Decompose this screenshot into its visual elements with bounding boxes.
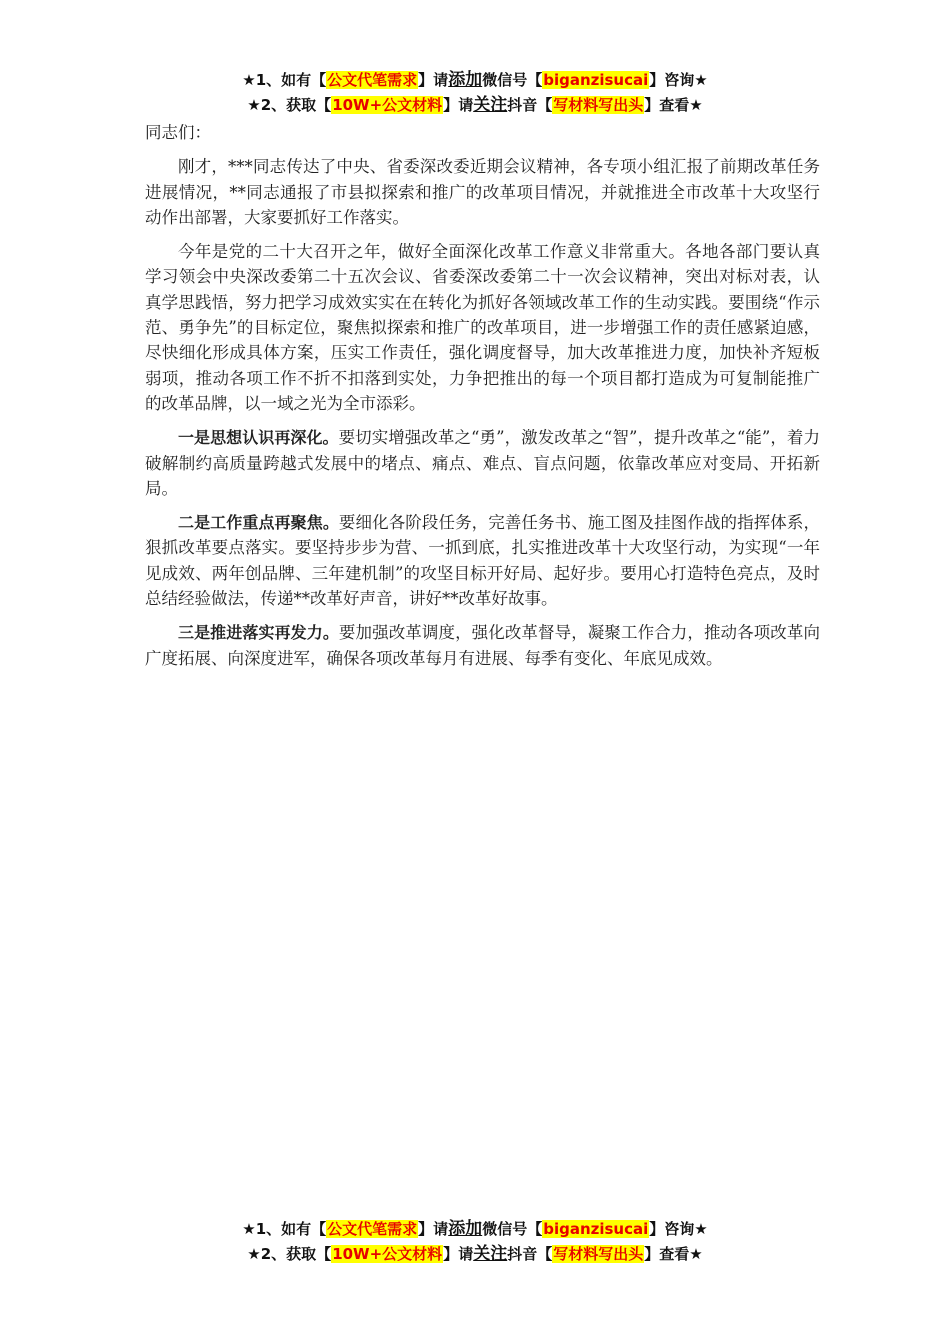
highlight-text: 10W+公文材料 bbox=[332, 1245, 443, 1263]
star-icon: ★ bbox=[694, 71, 708, 89]
highlight-text: 公文代笔需求 bbox=[327, 71, 418, 89]
star-icon: ★ bbox=[689, 96, 703, 114]
document-body bbox=[145, 120, 820, 680]
star-icon: ★ bbox=[694, 1220, 708, 1238]
star-icon: ★ bbox=[242, 1220, 256, 1238]
banner-line-1: ★1、如有【公文代笔需求】请添加微信号【biganzisucai】咨询★ bbox=[242, 70, 708, 90]
douyin-account: 写材料写出头 bbox=[553, 1245, 644, 1263]
paragraph-4: 二是工作重点再聚焦。要细化各阶段任务，完善任务书、施工图及挂图作战的指挥体系，狠抓改革要点落实。要坚持步步为营、一抓到底，扎实推进改革十大攻坚行动，为实现“一年见成效、两年创品牌、三年建机制”的攻坚目标开好局、起好步。要用心打造特色亮点，及时总结经验做法，传递**改革好声音，讲好**改革好故事。 bbox=[145, 513, 820, 609]
emphasis-text: 添加 bbox=[448, 1219, 483, 1239]
paragraph-lead: 三是推进落实再发力。 bbox=[178, 623, 339, 643]
emphasis-text: 关注 bbox=[473, 1244, 508, 1264]
star-icon: ★ bbox=[247, 1245, 261, 1263]
salutation: 同志们： bbox=[145, 123, 211, 142]
star-icon: ★ bbox=[247, 96, 261, 114]
douyin-account: 写材料写出头 bbox=[553, 96, 644, 114]
banner-line-2: ★2、获取【10W+公文材料】请关注抖音【写材料写出头】查看★ bbox=[247, 1244, 703, 1264]
header-banner bbox=[0, 68, 950, 118]
emphasis-text: 添加 bbox=[448, 70, 483, 90]
star-icon: ★ bbox=[689, 1245, 703, 1263]
highlight-text: 公文代笔需求 bbox=[327, 1220, 418, 1238]
paragraph-5: 三是推进落实再发力。要加强改革调度，强化改革督导，凝聚工作合力，推动各项改革向广度拓展、向深度进军，确保各项改革每月有进展、每季有变化、年底见成效。 bbox=[145, 623, 820, 668]
banner-line-2: ★2、获取【10W+公文材料】请关注抖音【写材料写出头】查看★ bbox=[247, 95, 703, 115]
paragraph-1: 刚才，***同志传达了中央、省委深改委近期会议精神，各专项小组汇报了前期改革任务进展情况，**同志通报了市县拟探索和推广的改革项目情况，并就推进全市改革十大攻坚行动作出部署，大家要抓好工作落实。 bbox=[145, 157, 820, 227]
paragraph-3: 一是思想认识再深化。要切实增强改革之“勇”，激发改革之“智”，提升改革之“能”，着力破解制约高质量跨越式发展中的堵点、痛点、难点、盲点问题，依靠改革应对变局、开拓新局。 bbox=[145, 428, 820, 498]
paragraph-lead: 一是思想认识再深化。 bbox=[178, 428, 339, 448]
paragraph-lead: 二是工作重点再聚焦。 bbox=[178, 513, 339, 533]
highlight-text: 10W+公文材料 bbox=[332, 96, 443, 114]
banner-line-1: ★1、如有【公文代笔需求】请添加微信号【biganzisucai】咨询★ bbox=[242, 1219, 708, 1239]
footer-banner bbox=[0, 1217, 950, 1267]
emphasis-text: 关注 bbox=[473, 95, 508, 115]
wechat-id: biganzisucai bbox=[543, 71, 649, 89]
wechat-id: biganzisucai bbox=[543, 1220, 649, 1238]
paragraph-2: 今年是党的二十大召开之年，做好全面深化改革工作意义非常重大。各地各部门要认真学习领会中央深改委第二十五次会议、省委深改委第二十一次会议精神，突出对标对表，认真学思践悟，努力把学习成效实实在在转化为抓好各领域改革工作的生动实践。要围绕“作示范、勇争先”的目标定位，聚焦拟探索和推广的改革项目，进一步增强工作的责任感紧迫感，尽快细化形成具体方案，压实工作责任，强化调度督导，加大改革推进力度，加快补齐短板弱项，推动各项工作不折不扣落到实处，力争把推出的每一个项目都打造成为可复制能推广的改革品牌，以一域之光为全市添彩。 bbox=[145, 242, 820, 413]
star-icon: ★ bbox=[242, 71, 256, 89]
